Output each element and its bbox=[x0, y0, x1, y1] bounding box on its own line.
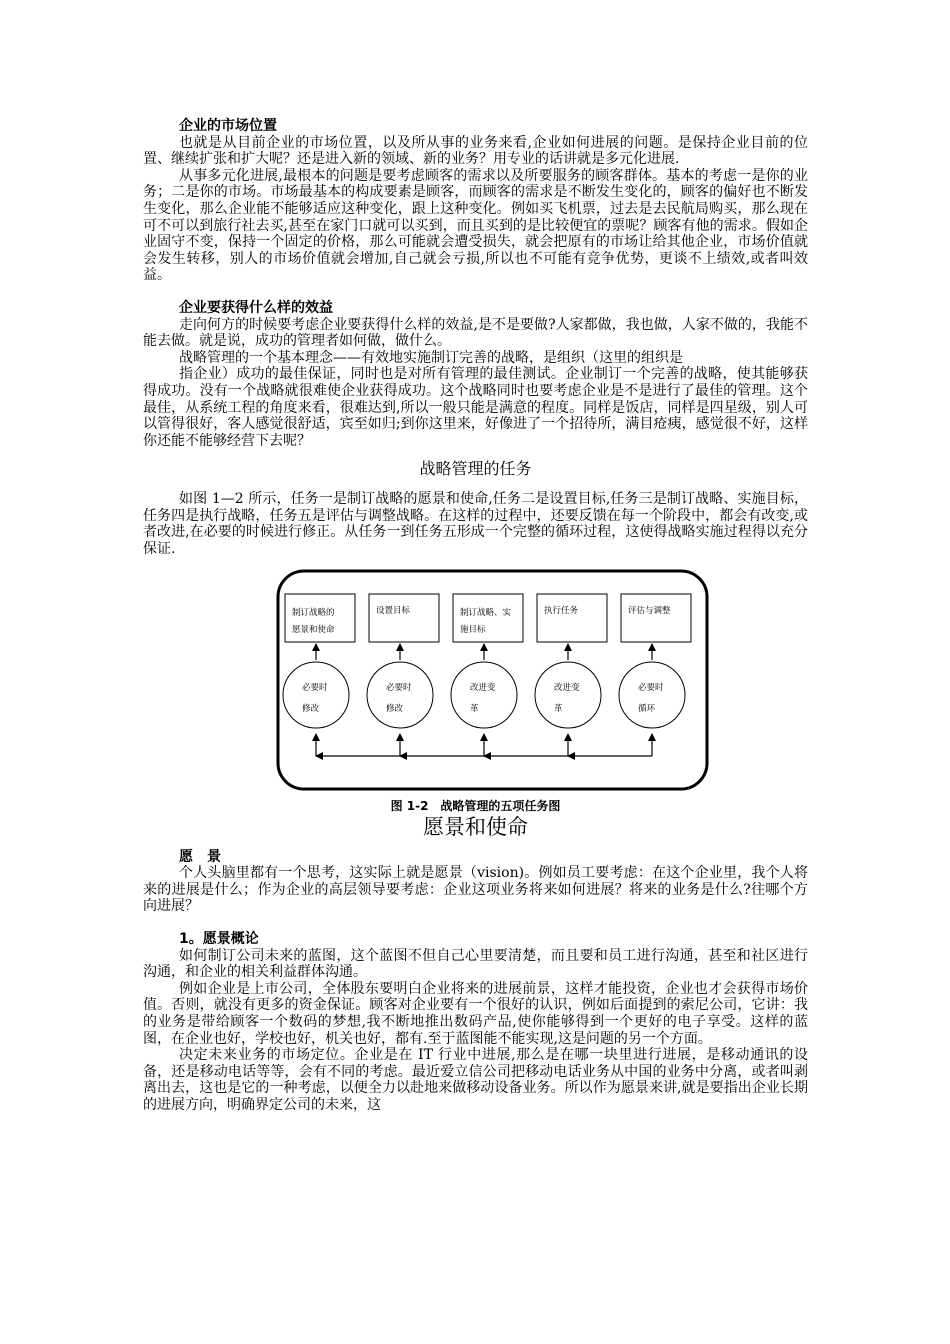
section-title-vision-mission: 愿景和使命 bbox=[423, 814, 528, 839]
strategy-task-figure bbox=[275, 568, 710, 796]
paragraph: 个人头脑里都有一个思考，这实际上就是愿景（vision)。例如员工要考虑：在这个企业里，我个人将来的进展是什么；作为企业的高层领导要考虑：企业这项业务将来如何进展？将来的业务是什么?往哪个方向进展？ bbox=[143, 865, 808, 915]
adjust-circle-2-line2: 修改 bbox=[386, 703, 404, 714]
figure-caption: 图 1-2 战略管理的五项任务图 bbox=[390, 798, 561, 813]
heading-vision-overview: 1。愿景概论 bbox=[179, 931, 259, 948]
adjust-circle-3-line1: 改进变 bbox=[470, 682, 496, 693]
adjust-circle-1-line1: 必要时 bbox=[302, 682, 328, 693]
paragraph: 走向何方的时候要考虑企业要获得什么样的效益,是不是要做?人家都做，我也做，人家不做的，我能不能去做。就是说，成功的管理者如何做，做什么。 bbox=[143, 316, 808, 350]
heading-benefits: 企业要获得什么样的效益 bbox=[179, 299, 333, 316]
task-box-2-line1: 设置目标 bbox=[376, 605, 411, 616]
adjust-circle-1 bbox=[283, 662, 349, 728]
task-box-5-line1: 评估与调整 bbox=[628, 605, 671, 616]
task-box-4 bbox=[537, 594, 607, 642]
adjust-circle-5-line1: 必要时 bbox=[638, 682, 664, 693]
paragraph: 如何制订公司未来的蓝图，这个蓝图不但自己心里要清楚，而且要和员工进行沟通，甚至和社区进行沟通，和企业的相关利益群体沟通。 bbox=[143, 947, 808, 981]
adjust-circle-5 bbox=[619, 662, 685, 728]
paragraph: 指企业）成功的最佳保证，同时也是对所有管理的最佳测试。企业制订一个完善的战略，使其能够获得成功。没有一个战略就很难使企业获得成功。这个战略同时也要考虑企业是不是进行了最佳的管理。这个最佳，从系统工程的角度来看，很难达到,所以一般只能是满意的程度。同样是饭店，同样是四星级，别人可以管得很好，客人感觉很舒适，宾至如归;到你这里来，好像进了一个招待所，满目疮痍，感觉很不好，这样你还能不能够经营下去呢？ bbox=[143, 366, 808, 449]
task-box-2 bbox=[369, 594, 439, 642]
paragraph: 也就是从目前企业的市场位置，以及所从事的业务来看,企业如何进展的问题。是保持企业目前的位置、继续扩张和扩大呢？还是进入新的领域、新的业务？用专业的话讲就是多元化进展. bbox=[143, 134, 808, 168]
task-box-1-line1: 制订战略的 bbox=[292, 607, 335, 618]
adjust-circle-3-line2: 革 bbox=[470, 703, 479, 714]
task-box-3 bbox=[453, 594, 523, 642]
task-box-5 bbox=[621, 594, 691, 642]
task-box-3-line2: 施目标 bbox=[460, 624, 486, 635]
adjust-circle-4 bbox=[535, 662, 601, 728]
adjust-circle-5-line2: 循环 bbox=[638, 703, 656, 714]
paragraph: 战略管理的一个基本理念——有效地实施制订完善的战略，是组织（这里的组织是 bbox=[179, 349, 683, 366]
paragraph: 决定未来业务的市场定位。企业是在 IT 行业中进展,那么是在哪一块里进行进展，是移动通讯的设备，还是移动电话等等，会有不同的考虑。最近爱立信公司把移动电话业务从中国的业务中分离，或者叫剥离出去，这也是它的一种考虑，以便全力以赴地来做移动设备业务。所以作为愿景来讲,就是要指出企业长期的进展方向，明确界定公司的未来，这 bbox=[143, 1047, 808, 1113]
heading-vision: 愿 景 bbox=[179, 848, 221, 865]
figure-diagram bbox=[275, 568, 710, 796]
adjust-circle-2-line1: 必要时 bbox=[386, 682, 412, 693]
task-box-4-line1: 执行任务 bbox=[544, 605, 579, 616]
adjust-circle-4-line2: 革 bbox=[554, 703, 563, 714]
paragraph: 如图 1—2 所示，任务一是制订战略的愿景和使命,任务二是设置目标,任务三是制订战略、实施目标，任务四是执行战略，任务五是评估与调整战略。在这样的过程中，还要反馈在每一个阶段中，都会有改变,或者改进,在必要的时候进行修正。从任务一到任务五形成一个完整的循环过程，这使得战略实施过程得以充分保证. bbox=[143, 491, 808, 558]
section-title-tasks: 战略管理的任务 bbox=[419, 459, 532, 479]
task-box-1 bbox=[285, 594, 355, 642]
heading-market-position: 企业的市场位置 bbox=[179, 118, 277, 134]
upward-arrows bbox=[316, 644, 652, 756]
adjust-circle-2 bbox=[367, 662, 433, 728]
task-box-3-line1: 制订战略、实 bbox=[460, 607, 512, 618]
paragraph: 例如企业是上市公司，全体股东要明白企业将来的进展前景，这样才能投资，企业也才会获得市场价值。否则，就没有更多的资金保证。顾客对企业要有一个很好的认识，例如后面提到的索尼公司，它讲：我的业务是带给顾客一个数码的梦想,我不断地推出数码产品,使你能够得到一个更好的电子享受。这样的蓝图，在企业也好，学校也好，机关也好，都有.至于蓝图能不能实现,这是问题的另一个方面。 bbox=[143, 980, 808, 1047]
adjust-circle-4-line1: 改进变 bbox=[554, 682, 580, 693]
document-page bbox=[143, 118, 808, 1114]
task-box-1-line2: 愿景和使命 bbox=[292, 624, 335, 635]
adjust-circle-3 bbox=[451, 662, 517, 728]
adjust-circle-1-line2: 修改 bbox=[302, 703, 320, 714]
paragraph: 从事多元化进展,最根本的问题是要考虑顾客的需求以及所要服务的顾客群体。基本的考虑一是你的业务；二是你的市场。市场最基本的构成要素是顾客，而顾客的需求是不断发生变化的，顾客的偏好也不断发生变化，那么企业能不能够适应这种变化，跟上这种变化。例如买飞机票，过去是去民航局购买，那么现在可不可以到旅行社去买,甚至在家门口就可以买到，而且买到的是比较便宜的票呢？顾客有他的需求。假如企业固守不变，保持一个固定的价格，那么可能就会遭受损失，就会把原有的市场让给其他企业，市场价值就会发生转移，别人的市场价值就会增加,自己就会亏损,所以也不可能有竞争优势，更谈不上绩效,或者叫效益。 bbox=[143, 167, 808, 284]
